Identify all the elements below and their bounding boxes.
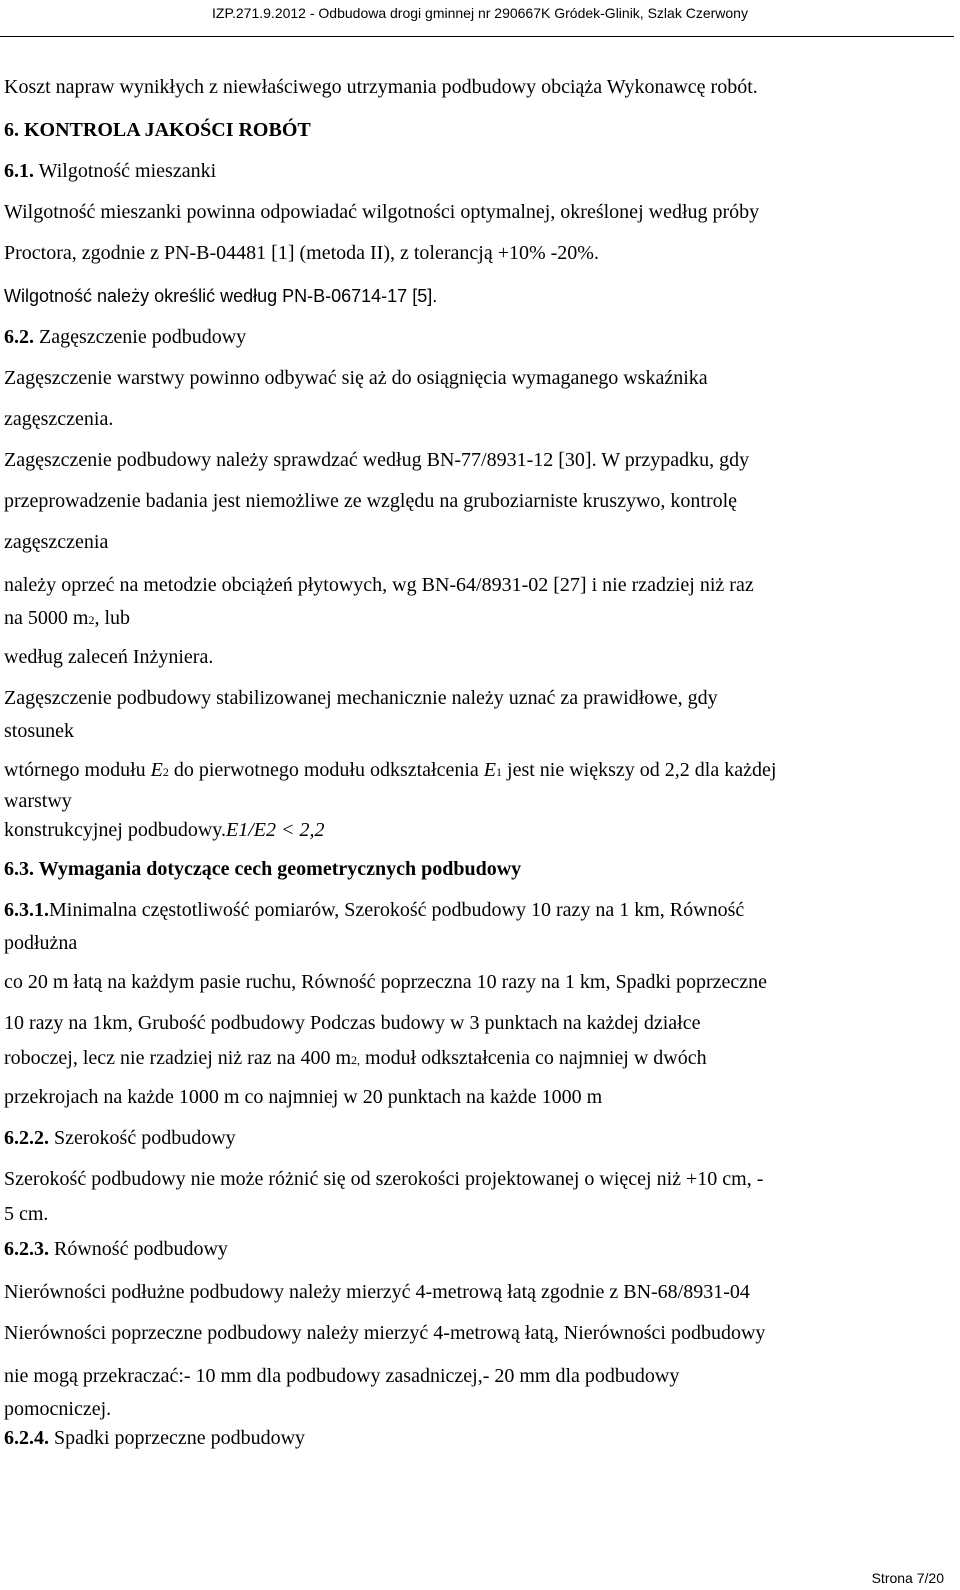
paragraph-plate-load-line2: [4, 607, 956, 632]
paragraph-compaction-check-line2: przeprowadzenie badania jest niemożliwe ze względu na gruboziarniste kruszywo, kontrolę: [4, 490, 738, 512]
heading-moisture: [4, 160, 956, 183]
heading-moisture-title: Wilgotność mieszanki: [34, 160, 217, 182]
modulus-text-c: jest nie większy od 2,2 dla każdej: [502, 759, 777, 781]
heading-quality-control: 6. KONTROLA JAKOŚCI ROBÓT: [4, 119, 311, 141]
modulus-e2-sub: 2: [162, 765, 169, 779]
paragraph-frequency-line2: podłużna: [4, 932, 78, 954]
heading-geometric-requirements: 6.3. Wymagania dotyczące cech geometrycznych podbudowy: [4, 858, 522, 880]
heading-width-title: Szerokość podbudowy: [49, 1127, 236, 1149]
paragraph-plate-load-line3: według zaleceń Inżyniera.: [4, 646, 214, 668]
modulus-structural: konstrukcyjnej podbudowy.: [4, 819, 227, 841]
paragraph-frequency-line1: [4, 899, 956, 922]
paragraph-modulus-line2: warstwy: [4, 790, 72, 812]
frequency-text: Minimalna częstotliwość pomiarów, Szerokość podbudowy 10 razy na 1 km, Równość: [49, 899, 745, 921]
paragraph-evenness-line3: nie mogą przekraczać:- 10 mm dla podbudowy zasadniczej,- 20 mm dla podbudowy: [4, 1365, 680, 1387]
modulus-e1: E: [483, 759, 497, 781]
modulus-text-b: do pierwotnego modułu odkształcenia: [168, 759, 484, 781]
paragraph-stabilized-line1: Zagęszczenie podbudowy stabilizowanej mechanicznie należy uznać za prawidłowe, gdy: [4, 687, 718, 709]
heading-cross-slope-title: Spadki poprzeczne podbudowy: [49, 1427, 306, 1449]
heading-evenness-title: Równość podbudowy: [49, 1238, 228, 1260]
plate-load-area: na 5000 m: [4, 607, 89, 629]
paragraph-frequency-line4: 10 razy na 1km, Grubość podbudowy Podczas budowy w 3 punktach na każdej działce: [4, 1012, 701, 1034]
paragraph-compaction-line2: zagęszczenia.: [4, 408, 114, 430]
paragraph-evenness-line2: Nierówności poprzeczne podbudowy należy mierzyć 4-metrową łatą, Nierówności podbudowy: [4, 1322, 766, 1344]
frequency-number: 6.3.1.: [4, 899, 49, 921]
paragraph-compaction-check-line3: zagęszczenia: [4, 531, 109, 553]
paragraph-repair-cost: Koszt napraw wynikłych z niewłaściwego utrzymania podbudowy obciąża Wykonawcę robót.: [4, 76, 758, 98]
page-number-separator: /: [924, 1570, 929, 1586]
paragraph-frequency-line6: przekrojach na każde 1000 m co najmniej w 20 punktach na każde 1000 m: [4, 1086, 603, 1108]
paragraph-stabilized-line2: stosunek: [4, 720, 74, 742]
modulus-e1-sub: 1: [496, 765, 503, 779]
heading-width-number: 6.2.2.: [4, 1127, 49, 1149]
plate-load-area-tail: , lub: [94, 607, 130, 629]
page-number-label: Strona: [871, 1570, 917, 1586]
heading-compaction-number: 6.2.: [4, 326, 34, 348]
heading-compaction-title: Zagęszczenie podbudowy: [34, 326, 247, 348]
paragraph-modulus-line3: [4, 819, 956, 842]
paragraph-moisture-line2: Proctora, zgodnie z PN-B-04481 [1] (metoda II), z tolerancją +10% -20%.: [4, 242, 599, 264]
header-divider: [0, 36, 954, 37]
document-title: IZP.271.9.2012 - Odbudowa drogi gminnej nr 290667K Gródek-Glinik, Szlak Czerwony: [212, 5, 748, 21]
modulus-e2: E: [150, 759, 163, 781]
heading-cross-slope: [4, 1427, 956, 1450]
paragraph-moisture-standard: Wilgotność należy określić według PN-B-06714-17 [5].: [4, 286, 438, 306]
heading-evenness-number: 6.2.3.: [4, 1238, 49, 1260]
modulus-text-a: wtórnego modułu: [4, 759, 151, 781]
paragraph-compaction-check-line1: Zagęszczenie podbudowy należy sprawdzać według BN-77/8931-12 [30]. W przypadku, gdy: [4, 449, 750, 471]
page-number-total: 20: [928, 1570, 944, 1586]
document-body: [4, 76, 956, 1450]
heading-moisture-number: 6.1.: [4, 160, 34, 182]
paragraph-evenness-line1: Nierówności podłużne podbudowy należy mierzyć 4-metrową łatą zgodnie z BN-68/8931-04: [4, 1281, 750, 1303]
frequency-area: roboczej, lecz nie rzadziej niż raz na 400 m: [4, 1047, 352, 1069]
plate-load-area-unit: 2: [88, 613, 95, 627]
paragraph-width-line2: 5 cm.: [4, 1203, 49, 1225]
frequency-modulus: moduł odkształcenia co najmniej w dwóch: [360, 1047, 707, 1069]
paragraph-moisture-line1: Wilgotność mieszanki powinna odpowiadać wilgotności optymalnej, określonej według próby: [4, 201, 760, 223]
paragraph-plate-load-line1: należy oprzeć na metodzie obciążeń płytowych, wg BN-64/8931-02 [27] i nie rzadziej niż raz: [4, 574, 754, 596]
paragraph-modulus-line1: [4, 759, 956, 784]
page-number: [872, 1570, 944, 1586]
heading-compaction: [4, 326, 956, 349]
paragraph-compaction-line1: Zagęszczenie warstwy powinno odbywać się aż do osiągnięcia wymaganego wskaźnika: [4, 367, 708, 389]
heading-evenness: [4, 1238, 956, 1261]
heading-cross-slope-number: 6.2.4.: [4, 1427, 49, 1449]
paragraph-width-line1: Szerokość podbudowy nie może różnić się od szerokości projektowanej o więcej niż +10 cm, -: [4, 1168, 764, 1190]
heading-width: [4, 1127, 956, 1150]
modulus-formula: E1/E2 < 2,2: [226, 819, 325, 841]
paragraph-frequency-line5: [4, 1047, 956, 1072]
frequency-area-unit: 2,: [351, 1053, 361, 1067]
page-number-current: 7: [916, 1570, 925, 1586]
paragraph-frequency-line3: co 20 m łatą na każdym pasie ruchu, Równość poprzeczna 10 razy na 1 km, Spadki poprzeczne: [4, 971, 768, 993]
page-header: [0, 0, 960, 37]
paragraph-evenness-line4: pomocniczej.: [4, 1398, 112, 1420]
